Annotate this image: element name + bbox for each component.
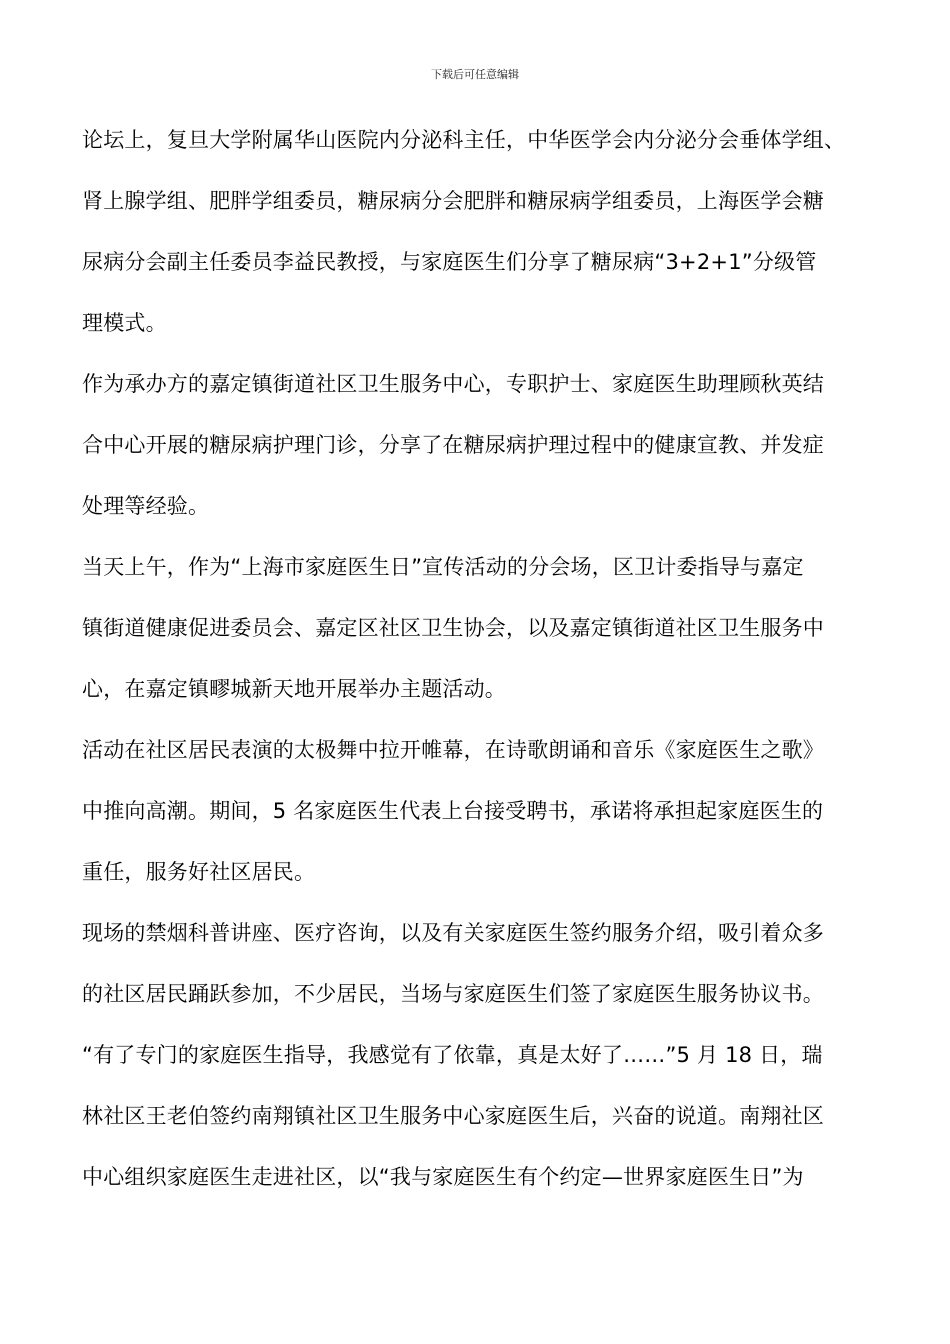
text-line: “有了专门的家庭医生指导，我感觉有了依靠，真是太好了……”5 月 18 日，瑞 — [82, 1043, 823, 1067]
text-line: 现场的禁烟科普讲座、医疗咨询，以及有关家庭医生签约服务介绍，吸引着众多 — [82, 921, 824, 945]
text-line: 中推向高潮。期间，5 名家庭医生代表上台接受聘书，承诺将承担起家庭医生的 — [82, 799, 824, 823]
paragraph-morning-event — [82, 537, 872, 720]
text-line: 林社区王老伯签约南翔镇社区卫生服务中心家庭医生后，兴奋的说道。南翔社区 — [82, 1104, 824, 1128]
document-body — [82, 110, 872, 1208]
text-line: 镇街道健康促进委员会、嘉定区社区卫生协会，以及嘉定镇街道社区卫生服务中 — [82, 616, 824, 640]
text-line: 合中心开展的糖尿病护理门诊，分享了在糖尿病护理过程中的健康宣教、并发症 — [82, 433, 824, 457]
text-line: 作为承办方的嘉定镇街道社区卫生服务中心，专职护士、家庭医生助理顾秋英结 — [82, 372, 824, 396]
text-line: 活动在社区居民表演的太极舞中拉开帷幕，在诗歌朗诵和音乐《家庭医生之歌》 — [82, 738, 824, 762]
text-line: 心，在嘉定镇疁城新天地开展举办主题活动。 — [82, 677, 506, 701]
text-line: 的社区居民踊跃参加，不少居民，当场与家庭医生们签了家庭医生服务协议书。 — [82, 982, 824, 1006]
text-line: 肾上腺学组、肥胖学组委员，糖尿病分会肥胖和糖尿病学组委员，上海医学会糖 — [82, 189, 824, 213]
text-line: 处理等经验。 — [82, 494, 210, 518]
page-header: 下载后可任意编辑 — [431, 68, 519, 81]
text-line: 论坛上，复旦大学附属华山医院内分泌科主任，中华医学会内分泌分会垂体学组、 — [82, 128, 846, 152]
text-line: 重任，服务好社区居民。 — [82, 860, 316, 884]
paragraph-host-center — [82, 354, 872, 537]
text-line: 尿病分会副主任委员李益民教授，与家庭医生们分享了糖尿病“3+2+1”分级管 — [82, 250, 817, 274]
text-line: 当天上午，作为“上海市家庭医生日”宣传活动的分会场，区卫计委指导与嘉定 — [82, 555, 804, 579]
paragraph-activity — [82, 720, 872, 903]
paragraph-onsite — [82, 903, 872, 1025]
text-line: 中心组织家庭医生走进社区，以“我与家庭医生有个约定—世界家庭医生日”为 — [82, 1165, 804, 1189]
paragraph-forum — [82, 110, 872, 354]
text-line: 理模式。 — [82, 311, 167, 335]
paragraph-quote — [82, 1025, 872, 1208]
